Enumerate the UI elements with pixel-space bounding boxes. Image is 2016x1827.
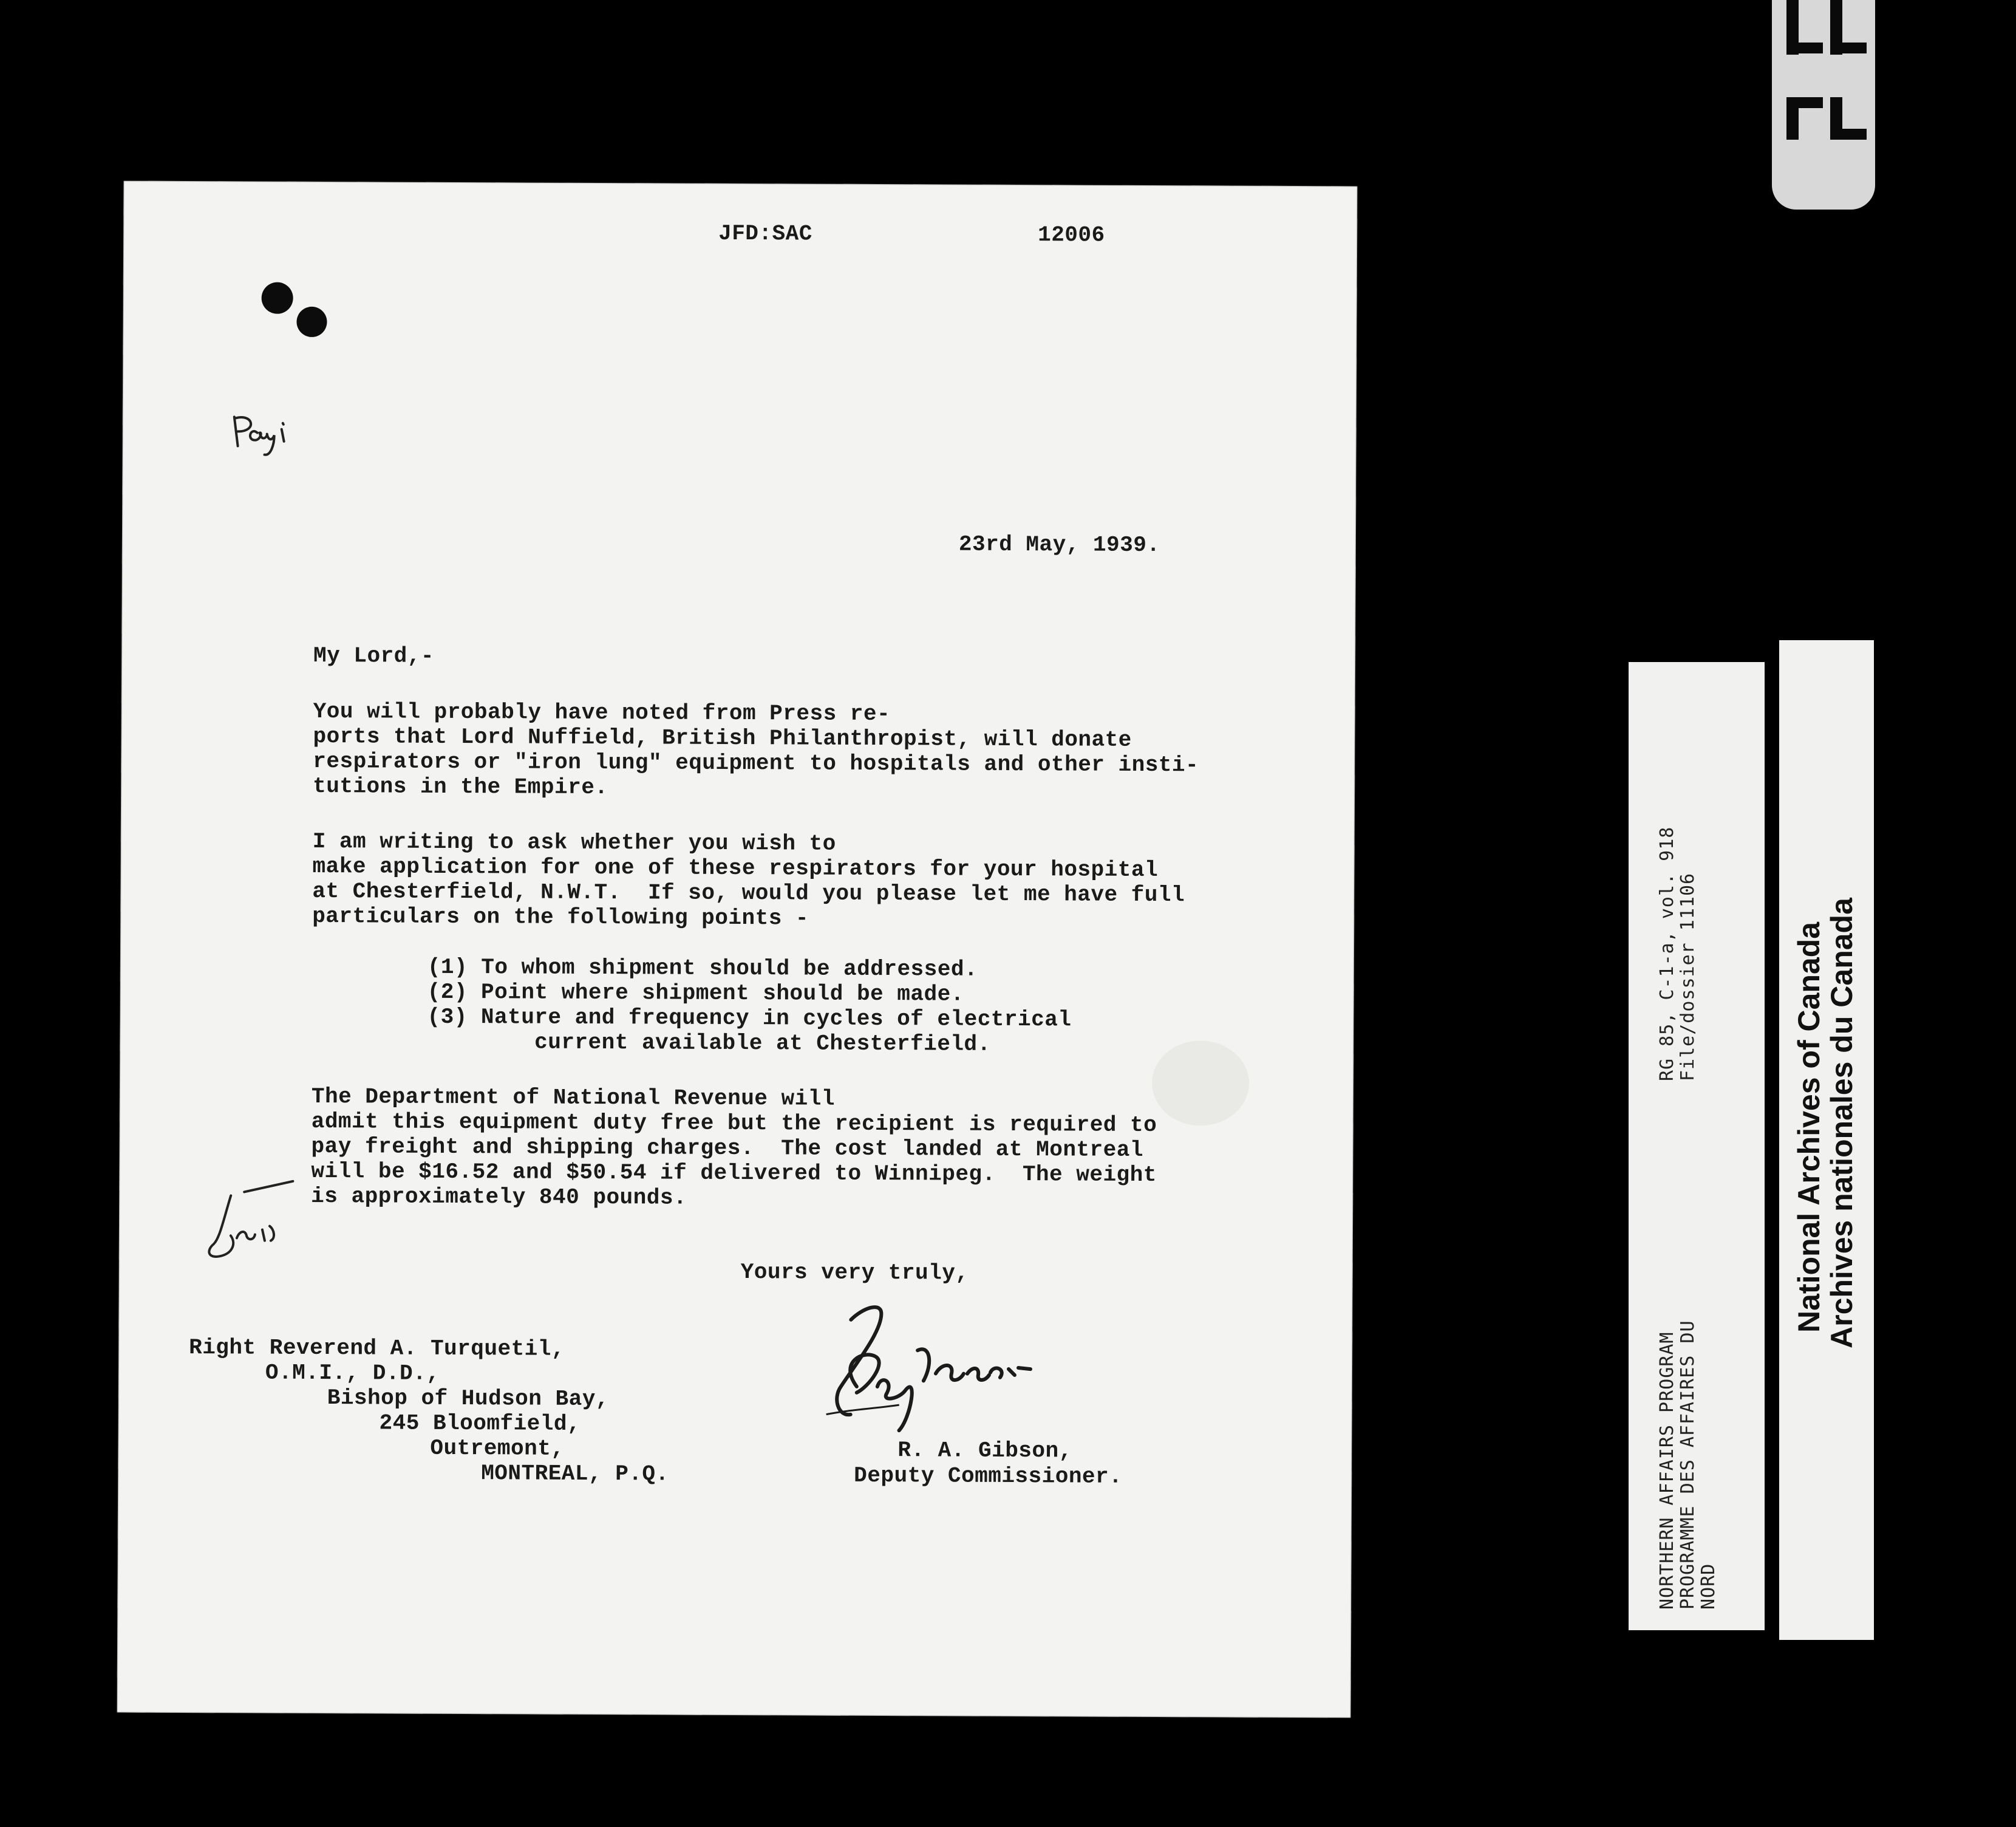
letter-page <box>117 181 1358 1718</box>
archive-stamp-card <box>1779 640 1874 1640</box>
handwritten-signature-icon <box>814 1296 1070 1436</box>
punch-hole <box>296 307 327 337</box>
paragraph-3: The Department of National Revenue will admit this equipment duty free but the recipient is required to pay freight and shipping charges. The cost landed at Montreal will be $16.52 and $50.54 if delivered to Winnipeg. The weight is approximately 840 pounds. <box>311 1084 1157 1211</box>
point-2: (2) Point where shipment should be made. <box>427 979 964 1007</box>
program-name-en: NORTHERN AFFAIRS PROGRAM <box>1657 1331 1678 1610</box>
archive-reference-card <box>1629 662 1765 1630</box>
handwritten-annotation-icon <box>230 411 302 460</box>
margin-annotation <box>229 411 302 463</box>
addressee-line-6: MONTREAL, P.Q. <box>481 1461 669 1487</box>
archive-name-en: National Archives of Canada <box>1792 921 1826 1333</box>
signatory-name: R. A. Gibson, <box>897 1438 1072 1464</box>
file-number: 12006 <box>1038 222 1105 248</box>
closing: Yours very truly, <box>740 1260 969 1286</box>
program-name-fr: PROGRAMME DES AFFAIRES DU <box>1677 1320 1698 1610</box>
program-name-fr-2: NORD <box>1698 1563 1719 1610</box>
archive-name-fr: Archives nationales du Canada <box>1825 898 1859 1348</box>
addressee-line-5: Outremont, <box>430 1435 565 1461</box>
point-3: (3) Nature and frequency in cycles of electrical current available at Chesterfield. <box>427 1004 1072 1057</box>
addressee-line-4: 245 Bloomfield, <box>379 1410 581 1436</box>
archive-reference-line-2: File/dossier 11106 <box>1677 872 1698 1081</box>
paragraph-1: You will probably have noted from Press re- ports that Lord Nuffield, British Philanthropist, will donate respirators or "iron lung" equipment to hospitals and other insti- tutions in the Empire. <box>313 698 1199 801</box>
salutation: My Lord,- <box>313 643 435 669</box>
addressee-line-3: Bishop of Hudson Bay, <box>327 1385 610 1412</box>
point-1: (1) To whom shipment should be addressed. <box>427 954 978 982</box>
addressee-line-1: Right Reverend A. Turquetil, <box>189 1335 565 1362</box>
paragraph-2: I am writing to ask whether you wish to make application for one of these respirators for your hospital at Chesterfield, N.W.T. If so, would you please let me have full particulars on the following points - <box>312 828 1185 931</box>
handwritten-initials-icon <box>202 1177 324 1269</box>
paper-smudge <box>1152 1040 1250 1126</box>
film-reel-marker <box>1772 0 1875 210</box>
initials-annotation <box>202 1177 324 1272</box>
punch-hole <box>262 282 293 314</box>
letter-date: 23rd May, 1939. <box>958 531 1160 558</box>
signatory-title: Deputy Commissioner. <box>854 1463 1123 1489</box>
archive-reference-line-1: RG 85, C-1-a, vol. 918 <box>1657 826 1678 1081</box>
addressee-line-2: O.M.I., D.D., <box>265 1360 440 1386</box>
signature <box>814 1296 1069 1439</box>
reference-code: JFD:SAC <box>718 220 812 247</box>
